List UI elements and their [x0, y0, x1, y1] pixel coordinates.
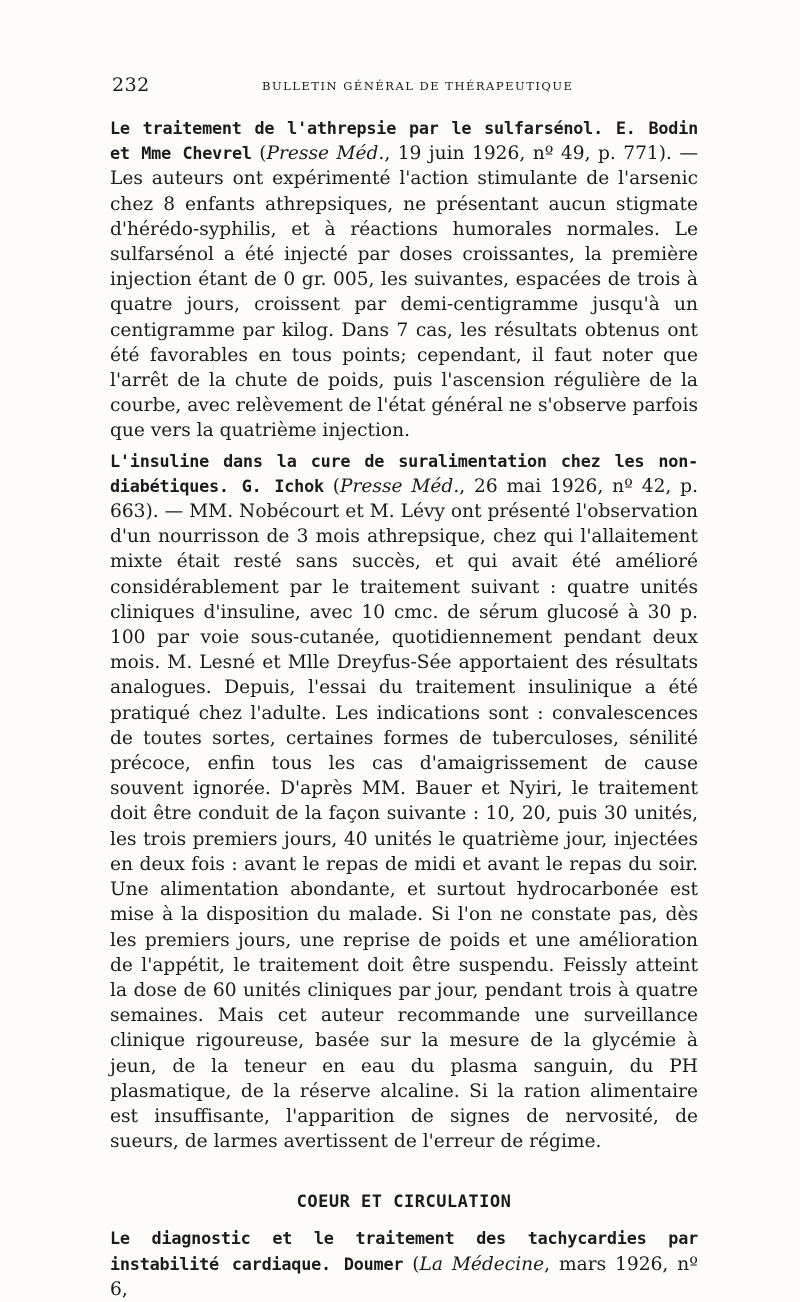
source-details: , mars 1926, nº 6, — [110, 1253, 698, 1300]
running-head: BULLETIN GÉNÉRAL DE THÉRAPEUTIQUE — [262, 79, 574, 93]
article-text: — Les auteurs ont expérimenté l'action stimulante de l'arsenic chez 8 enfants athrepsiques, ne présentant aucun stigmate d'hérédo-syphilis, et à réactions humorales normales. Le sulfarsénol a été injecté par doses croissantes, la première injection étant de 0 gr. 005, les suivantes, espacées de trois à quatre jours, croissent par demi-centigramme jusqu'à un centigramme par kilog. Dans 7 cas, les résultats obtenus ont été favorables en tous points; cependant, il faut noter que l'arrêt de la chute de poids, puis l'ascension régulière de la courbe, avec relèvement de l'état général ne s'observe parfois que vers la quatrième injection. — [110, 143, 698, 442]
section-heading: COEUR ET CIRCULATION — [296, 1192, 512, 1213]
article-insuline — [110, 449, 698, 1155]
article-sulfarsenol — [110, 116, 698, 444]
article-text: — MM. Nobécourt et M. Lévy ont présenté l'observation d'un nourrisson de 3 mois athrepsique, chez qui l'allaitement mixte était resté sans succès, et qui avait été amélioré considérablement par le traitement suivant : quatre unités cliniques d'insuline, avec 10 cmc. de sérum glucosé à 30 p. 100 par voie sous-cutanée, quotidiennement pendant deux mois. M. Lesné et Mlle Dreyfus-Sée apportaient des résultats analogues. Depuis, l'essai du traitement insulinique a été pratiqué chez l'adulte. Les indications sont : convalescences de toutes sortes, certaines formes de tuberculoses, sénilité précoce, enfin tous les cas d'amaigrissement de cause souvent ignorée. D'après MM. Bauer et Nyiri, le traitement doit être conduit de la façon suivante : 10, 20, puis 30 unités, les trois premiers jours, 40 unités le quatrième jour, injectées en deux fois : avant le repas de midi et avant le repas du soir. Une alimentation abondante, et surtout hydrocarbonée est mise à la disposition du malade. Si l'on ne constate pas, dès les premiers jours, une reprise de poids et une amélioration de l'appétit, le traitement doit être suspendu. Feissly atteint la dose de 60 unités cliniques par jour, pendant trois à quatre semaines. Mais cet auteur recommande une surveillance clinique rigoureuse, basée sur la mesure de la glycémie à jeun, de la teneur en eau du plasma sanguin, du PH plasmatique, de la réserve alcaline. Si la ration alimentaire est insuffisante, l'apparition de signes de nervosité, de sueurs, de larmes avertissent de l'erreur de régime. — [110, 501, 698, 1153]
source-details: , 19 juin 1926, nº 49, p. 771). — [384, 143, 672, 165]
source-open: ( — [251, 143, 267, 165]
source-open: ( — [403, 1253, 420, 1275]
source-journal: Presse Méd. — [340, 475, 460, 497]
source-journal: Presse Méd. — [266, 143, 385, 165]
page-body — [110, 116, 698, 1302]
article-tachycardies — [110, 1226, 698, 1302]
source-open: ( — [323, 475, 341, 497]
article-title: Le traitement de l'athrepsie par le sulfarsénol. E. Bodin et Mme Chevrel — [110, 118, 698, 164]
article-title: Le diagnostic et le traitement des tachycardies par instabilité cardiaque. Doumer — [110, 1228, 698, 1274]
source-details: , 26 mai 1926, nº 42, p. 663). — [110, 475, 698, 523]
page-header — [112, 74, 696, 98]
article-title: L'insuline dans la cure de suralimentation chez les non-diabétiques. G. Ichok — [110, 450, 698, 496]
source-journal: La Médecine — [419, 1253, 545, 1275]
page-number: 232 — [112, 74, 150, 96]
